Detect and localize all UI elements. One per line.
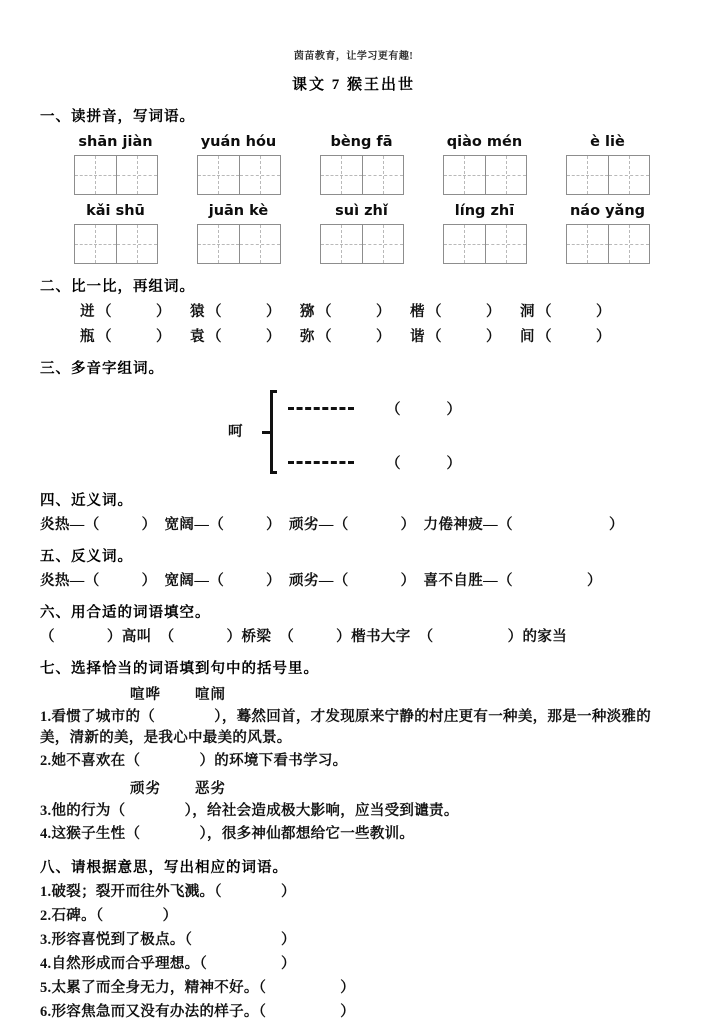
word-choice-group-2 <box>40 777 669 798</box>
tianzige-box[interactable] <box>197 155 281 195</box>
pinyin-label: juān kè <box>208 203 269 219</box>
tianzige-cell[interactable] <box>321 156 362 194</box>
tianzige-cell[interactable] <box>75 156 116 194</box>
page-title: 课文 7 猴王出世 <box>291 77 415 93</box>
grid-slot[interactable] <box>300 224 423 264</box>
tianzige-cell[interactable] <box>198 225 239 263</box>
paren-close: ） <box>596 329 611 345</box>
paren-open: （ <box>427 329 442 345</box>
compare-item[interactable] <box>190 325 300 346</box>
writing-grid-row-1 <box>40 155 669 195</box>
pinyin-label: yuán hóu <box>200 134 277 150</box>
tianzige-box[interactable] <box>320 224 404 264</box>
pinyin-label: líng zhī <box>454 203 515 219</box>
paren-close: ） <box>376 329 391 345</box>
paren-close: ） <box>400 573 416 589</box>
definition-item[interactable]: 6.形容焦急而又没有办法的样子。（ ） <box>40 1003 356 1020</box>
writing-grid-row-2 <box>40 224 669 264</box>
bracket-tick-top <box>270 390 277 393</box>
compare-char: 间 <box>520 329 535 345</box>
paren-open: （ <box>537 304 552 320</box>
compare-row-2 <box>40 325 669 346</box>
paren-close: ） <box>266 329 281 345</box>
answer-paren: （） <box>386 402 507 418</box>
paren-close: ） <box>486 304 501 320</box>
fill-word: 的家当 <box>522 629 568 645</box>
choice-word-a[interactable]: 喧哗 <box>130 687 161 703</box>
compare-char: 迸 <box>80 304 95 320</box>
grid-slot[interactable] <box>300 155 423 195</box>
tianzige-box[interactable] <box>74 224 158 264</box>
tianzige-cell[interactable] <box>321 225 362 263</box>
antonym-prompt: 炎热—（ <box>40 573 100 589</box>
choice-word-b[interactable]: 恶劣 <box>195 780 226 797</box>
paren-close: ） <box>141 573 157 589</box>
paren-open: （ <box>207 304 222 320</box>
paren-close: ） <box>106 629 122 645</box>
section-7-heading: 七、选择恰当的词语填到句中的括号里。 <box>40 661 319 677</box>
synonym-prompt: 炎热—（ <box>40 517 100 533</box>
paren-close: ） <box>608 517 624 533</box>
compare-item[interactable] <box>520 300 630 321</box>
compare-char: 洞 <box>520 304 535 320</box>
pinyin-label: suì zhǐ <box>335 203 388 219</box>
tianzige-box[interactable] <box>443 155 527 195</box>
tianzige-cell[interactable] <box>75 225 116 263</box>
paren-open: （ <box>279 629 295 645</box>
tianzige-cell[interactable] <box>444 225 485 263</box>
antonym-row[interactable] <box>40 569 669 590</box>
answer-dash <box>288 461 354 464</box>
paren-close: ） <box>141 517 157 533</box>
section-5-heading: 五、反义词。 <box>40 549 133 565</box>
paren-open: （ <box>427 304 442 320</box>
tianzige-cell[interactable] <box>239 156 280 194</box>
bracket-tick-middle <box>262 431 271 434</box>
definition-item[interactable]: 4.自然形成而合乎理想。（ ） <box>40 955 296 972</box>
definition-item[interactable]: 1.破裂；裂开而往外飞溅。（ ） <box>40 883 296 900</box>
paren-open: （ <box>418 629 434 645</box>
worksheet-content <box>0 105 707 1021</box>
paren-close: ） <box>400 517 416 533</box>
answer-paren: （） <box>386 456 507 472</box>
polyphone-answer-line[interactable] <box>288 452 507 473</box>
grid-slot[interactable] <box>546 224 669 264</box>
antonym-prompt: 喜不自胜—（ <box>423 573 513 589</box>
paren-close: ） <box>226 629 242 645</box>
tianzige-box[interactable] <box>566 155 650 195</box>
antonym-prompt: 顽劣—（ <box>289 573 349 589</box>
compare-item[interactable] <box>190 300 300 321</box>
pinyin-label: bèng fā <box>330 134 393 150</box>
definition-item[interactable]: 5.太累了而全身无力，精神不好。（ ） <box>40 979 356 996</box>
section-8-heading: 八、请根据意思，写出相应的词语。 <box>40 859 288 876</box>
section-4-heading: 四、近义词。 <box>40 493 133 509</box>
sentence-item[interactable]: 3.他的行为（ ），给社会造成极大影响，应当受到谴责。 <box>40 802 459 819</box>
compare-item[interactable] <box>410 300 520 321</box>
compare-char: 弥 <box>300 329 315 345</box>
paren-open: （ <box>97 304 112 320</box>
fill-in-row[interactable] <box>40 625 669 646</box>
paren-close: ） <box>156 329 171 345</box>
tianzige-cell[interactable] <box>116 225 157 263</box>
compare-char: 袁 <box>190 329 205 345</box>
tianzige-cell[interactable] <box>567 225 608 263</box>
compare-char: 谐 <box>410 329 425 345</box>
polyphone-character: 呵 <box>228 424 243 440</box>
fill-word: 桥梁 <box>241 629 272 645</box>
pinyin-label: shān jiàn <box>78 134 153 150</box>
tianzige-cell[interactable] <box>608 225 649 263</box>
synonym-prompt: 力倦神疲—（ <box>423 517 513 533</box>
paren-open: （ <box>40 629 55 645</box>
tianzige-cell[interactable] <box>444 156 485 194</box>
section-1-heading: 一、读拼音，写词语。 <box>40 109 195 125</box>
paren-open: （ <box>317 329 332 345</box>
tianzige-box[interactable] <box>197 224 281 264</box>
paren-open: （ <box>159 629 175 645</box>
compare-char: 楷 <box>410 304 425 320</box>
compare-item[interactable] <box>80 325 190 346</box>
paren-close: ） <box>156 304 171 320</box>
pinyin-row-1 <box>40 134 669 150</box>
tianzige-cell[interactable] <box>608 156 649 194</box>
grid-slot[interactable] <box>546 155 669 195</box>
pinyin-label: è liè <box>590 134 625 150</box>
paren-open: （ <box>207 329 222 345</box>
paren-close: ） <box>376 304 391 320</box>
section-2-heading: 二、比一比，再组词。 <box>40 279 195 295</box>
paren-close: ） <box>507 629 523 645</box>
tianzige-box[interactable] <box>566 224 650 264</box>
sentence-item[interactable]: 2.她不喜欢在（ ）的环境下看书学习。 <box>40 753 348 770</box>
compare-item[interactable] <box>410 325 520 346</box>
answer-dash <box>288 407 354 410</box>
paren-close: ） <box>266 573 282 589</box>
grid-slot[interactable] <box>177 155 300 195</box>
synonym-prompt: 宽阔—（ <box>164 517 225 533</box>
paren-open: （ <box>97 329 112 345</box>
paren-close: ） <box>266 304 281 320</box>
section-3-heading: 三、多音字组词。 <box>40 361 164 377</box>
compare-char: 猿 <box>190 304 205 320</box>
choice-word-a[interactable]: 顽劣 <box>130 780 161 797</box>
tianzige-box[interactable] <box>74 155 158 195</box>
tianzige-cell[interactable] <box>485 225 526 263</box>
sentence-item[interactable]: 4.这猴子生性（ ），很多神仙都想给它一些教训。 <box>40 826 415 843</box>
tianzige-cell[interactable] <box>198 156 239 194</box>
tianzige-cell[interactable] <box>567 156 608 194</box>
paren-open: （ <box>317 304 332 320</box>
polyphone-diagram <box>40 382 669 478</box>
tianzige-box[interactable] <box>443 224 527 264</box>
paren-close: ） <box>486 329 501 345</box>
polyphone-answer-line[interactable] <box>288 398 507 419</box>
compare-item[interactable] <box>80 300 190 321</box>
pinyin-label: kǎi shū <box>86 203 145 219</box>
paren-close: ） <box>596 304 611 320</box>
section-6-heading: 六、用合适的词语填空。 <box>40 605 211 621</box>
paren-close: ） <box>586 573 602 589</box>
compare-char: 瓶 <box>80 329 95 345</box>
tianzige-cell[interactable] <box>116 156 157 194</box>
tianzige-cell[interactable] <box>239 225 280 263</box>
fill-word: 楷书大字 <box>351 629 411 645</box>
definition-item[interactable]: 2.石碑。（ ） <box>40 907 178 924</box>
grid-slot[interactable] <box>54 155 177 195</box>
pinyin-label: náo yǎng <box>569 203 646 219</box>
compare-item[interactable] <box>300 325 410 346</box>
grid-slot[interactable] <box>54 224 177 264</box>
paren-close: ） <box>266 517 282 533</box>
compare-item[interactable] <box>520 325 630 346</box>
sentence-item[interactable]: 1.看惯了城市的（ ），蓦然回首，才发现原来宁静的村庄更有一种美，那是一种淡雅的美，清新的美，是我心中最美的风景。 <box>40 709 652 746</box>
definition-item[interactable]: 3.形容喜悦到了极点。（ ） <box>40 931 296 948</box>
tianzige-cell[interactable] <box>485 156 526 194</box>
fill-word: 高叫 <box>121 629 152 645</box>
pinyin-row-2 <box>40 203 669 219</box>
brace-bracket <box>262 390 276 474</box>
tianzige-cell[interactable] <box>362 156 403 194</box>
choice-word-b[interactable]: 喧闹 <box>195 687 226 703</box>
compare-item[interactable] <box>300 300 410 321</box>
antonym-prompt: 宽阔—（ <box>164 573 225 589</box>
site-slogan: 茵苗教育，让学习更有趣! <box>293 51 414 62</box>
grid-slot[interactable] <box>177 224 300 264</box>
tianzige-box[interactable] <box>320 155 404 195</box>
grid-slot[interactable] <box>423 224 546 264</box>
paren-open: （ <box>537 329 552 345</box>
grid-slot[interactable] <box>423 155 546 195</box>
tianzige-cell[interactable] <box>362 225 403 263</box>
paren-close: ） <box>336 629 352 645</box>
compare-row-1 <box>40 300 669 321</box>
synonym-prompt: 顽劣—（ <box>289 517 349 533</box>
word-choice-group-1 <box>40 683 669 704</box>
synonym-row[interactable] <box>40 513 669 534</box>
pinyin-label: qiào mén <box>446 134 523 150</box>
bracket-tick-bottom <box>270 471 277 474</box>
compare-char: 猕 <box>300 304 315 320</box>
